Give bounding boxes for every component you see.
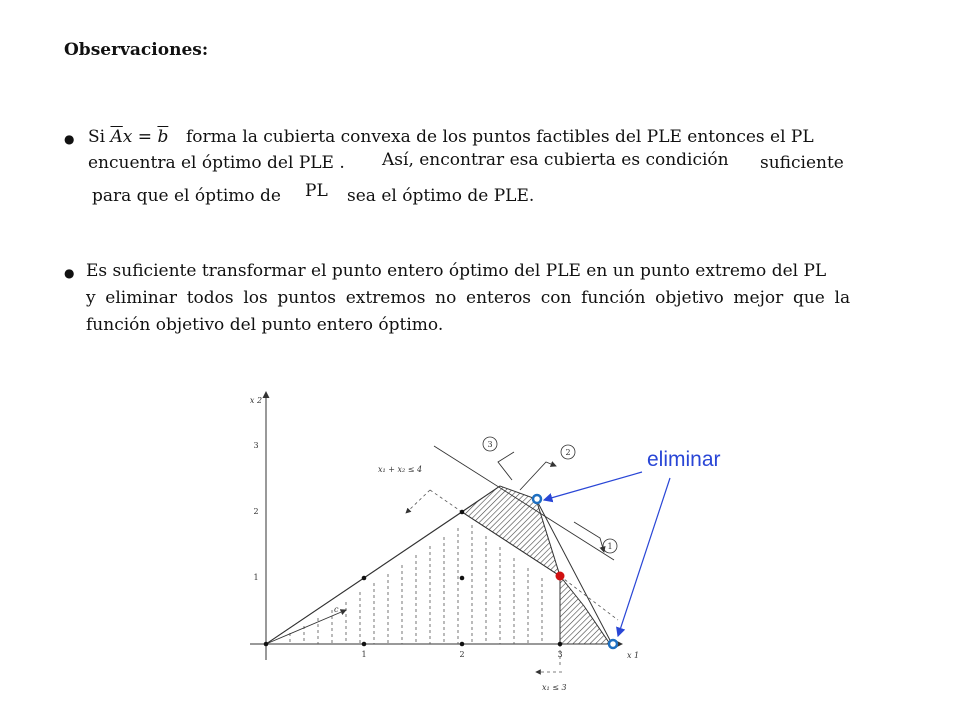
x-tick: 2 xyxy=(459,650,465,659)
eliminar-callout: eliminar xyxy=(647,448,721,471)
bullet2-line3: función objetivo del punto entero óptimo. xyxy=(86,315,444,335)
bullet1-line2c: suficiente xyxy=(760,153,844,173)
cut-label-3: 3 xyxy=(487,440,493,449)
bullet1-line3b: PL xyxy=(305,181,328,201)
bullet-dot: ● xyxy=(64,266,75,280)
bullet1-line1-text: forma la cubierta convexa de los puntos factibles del PLE entonces el PL xyxy=(186,127,814,147)
bullet1-line2b: Así, encontrar esa cubierta es condición xyxy=(382,150,729,170)
bullet1-line3a: para que el óptimo de xyxy=(92,186,281,206)
bullet1-line2a: encuentra el óptimo del PLE . xyxy=(88,153,345,173)
constraint-label-top: x₁ + x₂ ≤ 4 xyxy=(378,465,423,474)
callout-arrow xyxy=(544,472,642,500)
x-axis-label: x 1 xyxy=(627,651,640,660)
objective-vector xyxy=(266,610,346,644)
y-tick: 1 xyxy=(253,573,259,582)
cut-direction xyxy=(498,452,514,480)
cut-label-1: 1 xyxy=(607,542,613,551)
objective-label: c xyxy=(334,605,339,614)
x-tick: 3 xyxy=(557,650,563,659)
constraint-line xyxy=(266,486,500,644)
y-tick: 2 xyxy=(253,507,259,516)
cut-region-lower xyxy=(560,576,610,644)
bullet-dot: ● xyxy=(64,132,75,146)
bullet2-line1: Es suficiente transformar el punto entero óptimo del PLE en un punto extremo del PL xyxy=(86,261,827,281)
section-title: Observaciones: xyxy=(64,40,209,60)
constraint-label-bottom: x₁ ≤ 3 xyxy=(542,683,567,692)
cut-direction xyxy=(520,462,556,490)
bullet1-line3c: sea el óptimo de PLE. xyxy=(347,186,535,206)
extreme-point-eliminate xyxy=(533,495,541,503)
bullet2-line2: y eliminar todos los puntos extremos no enteros con función objetivo mejor que la xyxy=(86,288,851,308)
y-axis-label: x 2 xyxy=(249,396,263,405)
constraint-dashed xyxy=(406,490,430,513)
y-tick: 3 xyxy=(253,441,259,450)
bullet1-line1: Si $\overline{A}x = \overline{b}$ xyxy=(88,127,169,147)
callout-arrow xyxy=(618,478,670,636)
x-tick: 1 xyxy=(361,650,367,659)
optimal-integer-point xyxy=(556,572,565,581)
extreme-point-eliminate xyxy=(609,640,617,648)
cut-label-2: 2 xyxy=(565,448,571,457)
constraint-dashed xyxy=(430,490,462,512)
